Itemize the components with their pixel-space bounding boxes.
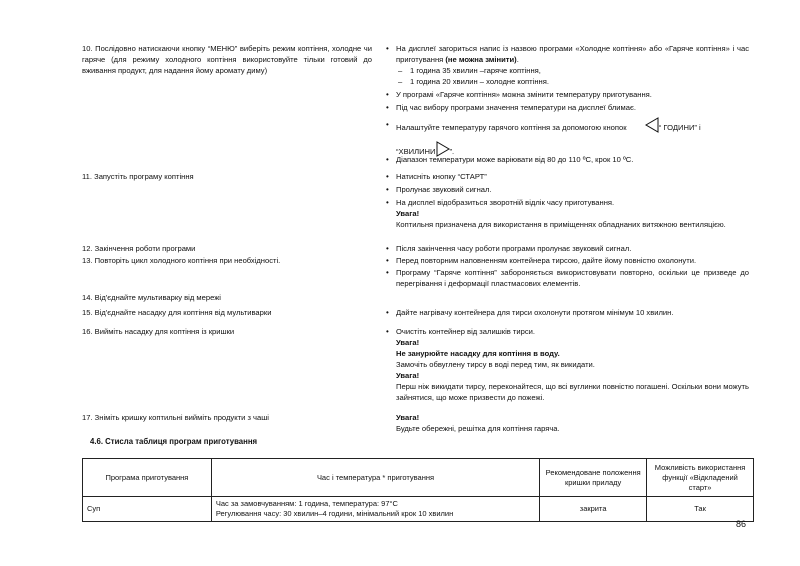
note-12: • Після закінчення часу роботи програми пролунає звуковий сигнал. — [386, 243, 749, 254]
note-11-warning: Коптильня призначена для використання в приміщеннях обладнаних витяжною вентиляцією. — [396, 220, 726, 229]
note-16 — [386, 326, 749, 403]
note-11-start: • Натисніть кнопку “СТАРТ” — [386, 171, 749, 182]
header-program: Програма приготування — [83, 459, 212, 497]
note-13b: • Програму “Гаряче коптіння” забороняється використовувати повторно, оскільки це призведе до перегрівання і деформації пластмасових елементів. — [386, 267, 749, 289]
warning-label: Увага! — [396, 209, 420, 218]
note-13a: • Перед повторним наповненням контейнера тирсою, дайте йому повністю охолонути. — [386, 255, 749, 266]
warning-label: Увага! — [396, 338, 420, 347]
step-11: 11. Запустіть програму коптіння — [82, 172, 194, 181]
cell-program: Суп — [83, 497, 212, 522]
section-heading: 4.6. Стисла таблиця програм приготування — [90, 437, 258, 446]
step-10: 10. Послідовно натискаючи кнопку “МЕНЮ” виберіть режим коптіння, холодне чи гаряче (для режиму холодного коптіння використовуйте тільки готовий до вживання продукт, для надання йому аромату диму) — [82, 44, 372, 75]
cell-lid: закрита — [540, 497, 647, 522]
step-15: 15. Від'єднайте насадку для коптіння від мультиварки — [82, 308, 272, 317]
note-17 — [386, 412, 749, 434]
note-10-temp-range: • Діапазон температури може варіювати від 80 до 110 ºС, крок 10 ºС. — [386, 154, 749, 165]
note-12-13 — [386, 243, 749, 289]
note-16-soak: Замочіть обвуглену тирсу в воді перед тим, як викидати. — [396, 360, 595, 369]
header-lid: Рекомендоване положення кришки приладу — [540, 459, 647, 497]
note-16-no-water: Не занурюйте насадку для коптіння в воду. — [396, 349, 560, 358]
table-row — [83, 497, 754, 522]
cell-time — [211, 497, 539, 522]
note-10-hot-time: – 1 година 35 хвилин –гаряче коптіння, — [386, 65, 749, 76]
step-14: 14. Від'єднайте мультиварку від мережі — [82, 293, 221, 302]
note-11-sound: • Пролунає звуковий сигнал. — [386, 184, 749, 195]
table-header-row — [83, 459, 754, 497]
warning-label: Увага! — [396, 371, 420, 380]
header-time: Час і температура * приготування — [211, 459, 539, 497]
cell-delay: Так — [647, 497, 754, 522]
note-16-embers: Перш ніж викидати тирсу, переконайтеся, що всі вуглинки повністю погашені. Оскільки вони можуть зайнятися, що може призвести до пожежі. — [396, 382, 749, 402]
header-delay: Можливість використання функції «Відкладений старт» — [647, 459, 754, 497]
step-17: 17. Зніміть кришку коптильні вийміть продукти з чаші — [82, 413, 269, 422]
page-number: 86 — [736, 519, 747, 529]
note-17-text: Будьте обережні, решітка для коптіння гаряча. — [396, 424, 560, 433]
warning-label: Увага! — [396, 413, 420, 422]
note-10-buttons: • Налаштуйте температуру гарячого коптіння за допомогою кнопок “ ГОДИНИ” і “ХВИЛИНИ ”. — [386, 117, 749, 163]
note-15: • Дайте нагрівачу контейнера для тирси охолонути протягом мінімум 10 хвилин. — [386, 307, 749, 318]
note-10 — [386, 43, 749, 113]
cell-time-default: Час за замовчуванням: 1 година, температура: 97°С — [215, 499, 398, 508]
step-13: 13. Повторіть цикл холодного коптіння при необхідності. — [82, 256, 281, 265]
note-10-display: • На дисплеї загориться напис із назвою програми «Холодне коптіння» або «Гаряче коптіння» і час приготування (не можна змінити). — [386, 43, 749, 65]
note-10-temp-change: • У програмі «Гаряче коптіння» можна змінити температуру приготування. — [386, 89, 749, 100]
cell-time-range: Регулювання часу: 30 хвилин–4 години, мінімальний крок 10 хвилин — [215, 509, 454, 518]
note-11-countdown: • На дисплеї відобразиться зворотній відлік часу приготування. — [386, 197, 749, 208]
programs-table — [82, 458, 754, 522]
triangle-left-icon — [645, 117, 659, 139]
note-16-clean: • Очистіть контейнер від залишків тирси. — [386, 326, 749, 337]
note-10-cold-time: – 1 година 20 хвилин – холодне коптіння. — [386, 76, 749, 87]
note-10-temp-blink: • Під час вибору програми значення температури на дисплеї блимає. — [386, 102, 749, 113]
note-11 — [386, 171, 749, 230]
step-12: 12. Закінчення роботи програми — [82, 244, 196, 253]
step-16: 16. Вийміть насадку для коптіння із кришки — [82, 327, 235, 336]
